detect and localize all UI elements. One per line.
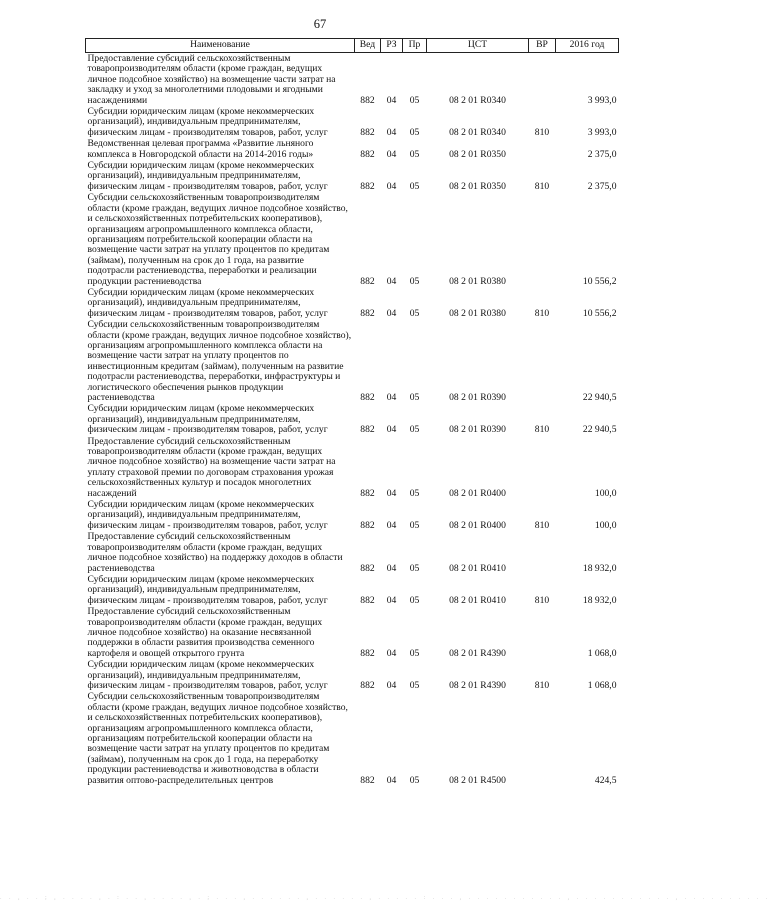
cell-name bbox=[86, 106, 355, 138]
cell-pr: 05 bbox=[409, 679, 420, 691]
cell-vr bbox=[529, 436, 556, 499]
cell-ved: 882 bbox=[360, 275, 375, 287]
cell-rz: 04 bbox=[386, 180, 397, 192]
cell-rz: 04 bbox=[386, 774, 397, 786]
cell-ved: 882 bbox=[360, 424, 375, 436]
cell-rz: 04 bbox=[386, 148, 397, 160]
cell-rz: 04 bbox=[386, 126, 397, 138]
cell-amount: 100,0 bbox=[594, 487, 617, 499]
table-row bbox=[86, 574, 619, 606]
cell-pr: 05 bbox=[409, 392, 420, 403]
cell-vr bbox=[529, 319, 556, 403]
cell-pr: 05 bbox=[409, 126, 420, 138]
cell-amount: 18 932,0 bbox=[582, 594, 617, 606]
cell-vr: 810 bbox=[534, 519, 550, 531]
row-description: Предоставление субсидий сельскохозяйственным товаропроизводителям области (кроме граждан, ведущих личное подсобное хозяйство) на возмещение части затрат на уплату страховой премии по договорам страхования урожая сельскохозяйственных культур и посадок многолетних насаждений bbox=[87, 435, 336, 499]
cell-amount: 2 375,0 bbox=[587, 180, 617, 192]
table-row bbox=[86, 436, 619, 499]
cell-rz: 04 bbox=[386, 647, 397, 659]
cell-vr: 810 bbox=[534, 594, 550, 606]
cell-pr: 05 bbox=[409, 487, 420, 499]
cell-rz: 04 bbox=[386, 594, 397, 606]
cell-amount: 2 375,0 bbox=[587, 148, 617, 160]
cell-name bbox=[86, 499, 355, 531]
table-row bbox=[86, 106, 619, 138]
cell-name bbox=[86, 436, 355, 499]
cell-pr: 05 bbox=[409, 275, 420, 287]
cell-cst: 08 2 01 R0400 bbox=[449, 487, 506, 499]
cell-ved: 882 bbox=[360, 774, 375, 786]
row-description: Субсидии сельскохозяйственным товаропроизводителям области (кроме граждан, ведущих личное подсобное хозяйство, и сельскохозяйственных потребительских кооперативов), организациям агропромышленного комплекса области, организациям потребительской кооперации области на возмещение части затрат на уплату процентов по кредитам (займам), полученным на срок до 1 года, на развитие подотрасли растениеводства, переработки и реализации продукции растениеводства bbox=[87, 192, 348, 287]
cell-vr bbox=[529, 531, 556, 574]
header-pr: Пр bbox=[403, 39, 427, 53]
cell-ved: 882 bbox=[360, 594, 375, 606]
row-description: Ведомственная целевая программа «Развитие льняного комплекса в Новгородской области на 2014-2016 годы» bbox=[87, 138, 314, 160]
cell-ved: 882 bbox=[360, 562, 375, 574]
cell-cst: 08 2 01 R0390 bbox=[449, 424, 506, 436]
cell-name bbox=[86, 319, 355, 403]
cell-ved: 882 bbox=[360, 126, 375, 138]
cell-cst: 08 2 01 R0340 bbox=[449, 94, 506, 106]
header-cst: ЦСТ bbox=[427, 39, 529, 53]
budget-table bbox=[85, 38, 619, 786]
cell-cst: 08 2 01 R4500 bbox=[449, 774, 506, 786]
cell-amount: 424,5 bbox=[594, 774, 617, 786]
cell-pr: 05 bbox=[409, 307, 420, 319]
cell-ved: 882 bbox=[360, 487, 375, 499]
header-name: Наименование bbox=[86, 39, 355, 53]
cell-amount: 22 940,5 bbox=[582, 424, 617, 436]
table-header bbox=[86, 39, 619, 53]
cell-cst: 08 2 01 R0400 bbox=[449, 519, 506, 531]
scan-noise: . . , . . ; , . . . . , . : . . , . . . . , . ; . . . , . . . . . . , . . . . . . , . . . . . : . . . , . . . . . . . . . . . , . . . . . . . . . . . , . . . . . . . . . . bbox=[0, 895, 770, 901]
cell-pr: 05 bbox=[409, 647, 420, 659]
cell-name bbox=[86, 403, 355, 435]
cell-ved: 882 bbox=[360, 679, 375, 691]
cell-name bbox=[86, 606, 355, 659]
header-year: 2016 год bbox=[556, 39, 619, 53]
table-row bbox=[86, 138, 619, 160]
cell-name bbox=[86, 574, 355, 606]
cell-name bbox=[86, 531, 355, 574]
cell-amount: 22 940,5 bbox=[582, 392, 617, 403]
row-description: Субсидии юридическим лицам (кроме некоммерческих организаций), индивидуальным предпринимателям, физическим лицам - производителям товаров, работ, услуг bbox=[87, 659, 328, 691]
cell-name bbox=[86, 160, 355, 192]
table-row bbox=[86, 287, 619, 319]
cell-name bbox=[86, 138, 355, 160]
cell-ved: 882 bbox=[360, 392, 375, 403]
cell-name bbox=[86, 53, 355, 107]
row-description: Предоставление субсидий сельскохозяйственным товаропроизводителям области (кроме граждан, ведущих личное подсобное хозяйство) на оказание несвязанной поддержки в области развития производства семенного картофеля и овощей открытого грунта bbox=[87, 606, 323, 659]
cell-cst: 08 2 01 R0340 bbox=[449, 126, 506, 138]
row-description: Субсидии юридическим лицам (кроме некоммерческих организаций), индивидуальным предпринимателям, физическим лицам - производителям товаров, работ, услуг bbox=[87, 403, 328, 436]
table-row bbox=[86, 659, 619, 691]
cell-rz: 04 bbox=[386, 94, 397, 106]
table-row bbox=[86, 53, 619, 107]
cell-pr: 05 bbox=[409, 562, 420, 574]
cell-cst: 08 2 01 R0350 bbox=[449, 180, 506, 192]
cell-rz: 04 bbox=[386, 562, 397, 574]
cell-ved: 882 bbox=[360, 180, 375, 192]
cell-name bbox=[86, 192, 355, 287]
cell-ved: 882 bbox=[360, 647, 375, 659]
cell-cst: 08 2 01 R0380 bbox=[449, 307, 506, 319]
cell-amount: 3 993,0 bbox=[587, 94, 617, 106]
cell-ved: 882 bbox=[360, 94, 375, 106]
cell-amount: 10 556,2 bbox=[582, 275, 617, 287]
cell-cst: 08 2 01 R0390 bbox=[449, 392, 506, 403]
cell-amount: 3 993,0 bbox=[587, 126, 617, 138]
table-row bbox=[86, 403, 619, 435]
cell-vr bbox=[529, 691, 556, 786]
cell-cst: 08 2 01 R4390 bbox=[449, 647, 506, 659]
cell-cst: 08 2 01 R4390 bbox=[449, 679, 506, 691]
cell-vr bbox=[529, 606, 556, 659]
cell-vr: 810 bbox=[534, 679, 550, 691]
cell-pr: 05 bbox=[409, 519, 420, 531]
table-row bbox=[86, 499, 619, 531]
cell-amount: 18 932,0 bbox=[582, 562, 617, 574]
cell-cst: 08 2 01 R0410 bbox=[449, 562, 506, 574]
cell-pr: 05 bbox=[409, 594, 420, 606]
table-row bbox=[86, 531, 619, 574]
row-description: Субсидии юридическим лицам (кроме некоммерческих организаций), индивидуальным предпринимателям, физическим лицам - производителям товаров, работ, услуг bbox=[87, 499, 328, 531]
cell-ved: 882 bbox=[360, 307, 375, 319]
cell-amount: 10 556,2 bbox=[582, 307, 617, 319]
cell-vr: 810 bbox=[534, 424, 550, 436]
page-number: 67 bbox=[313, 17, 327, 31]
cell-rz: 04 bbox=[386, 679, 397, 691]
table-row bbox=[86, 192, 619, 287]
table-row bbox=[86, 691, 619, 786]
cell-pr: 05 bbox=[409, 424, 420, 436]
row-description: Субсидии юридическим лицам (кроме некоммерческих организаций), индивидуальным предпринимателям, физическим лицам - производителям товаров, работ, услуг bbox=[87, 160, 328, 192]
cell-pr: 05 bbox=[409, 774, 420, 786]
cell-vr: 810 bbox=[534, 126, 550, 138]
cell-pr: 05 bbox=[409, 148, 420, 160]
cell-name bbox=[86, 691, 355, 786]
cell-amount: 100,0 bbox=[594, 519, 617, 531]
cell-vr: 810 bbox=[534, 307, 550, 319]
cell-ved: 882 bbox=[360, 148, 375, 160]
cell-cst: 08 2 01 R0380 bbox=[449, 275, 506, 287]
cell-cst: 08 2 01 R0410 bbox=[449, 594, 506, 606]
table-row bbox=[86, 160, 619, 192]
table-body bbox=[86, 53, 619, 787]
row-description: Субсидии юридическим лицам (кроме некоммерческих организаций), индивидуальным предпринимателям, физическим лицам - производителям товаров, работ, услуг bbox=[87, 286, 328, 319]
cell-amount: 1 068,0 bbox=[587, 647, 617, 659]
cell-rz: 04 bbox=[386, 519, 397, 531]
cell-rz: 04 bbox=[386, 487, 397, 499]
row-description: Субсидии сельскохозяйственным товаропроизводителям области (кроме граждан, ведущих личное подсобное хозяйство, и сельскохозяйственных потребительских кооперативов), организациям агропромышленного комплекса области, организациям потребительской кооперации области на возмещение части затрат на уплату процентов по кредитам (займам), полученным на срок до 1 года, на переработку продукции растениеводства и животноводства в области развития оптово-распределительных центров bbox=[87, 691, 348, 786]
cell-amount: 1 068,0 bbox=[587, 679, 617, 691]
header-rz: РЗ bbox=[381, 39, 403, 53]
cell-vr: 810 bbox=[534, 180, 550, 192]
cell-ved: 882 bbox=[360, 519, 375, 531]
cell-vr bbox=[529, 192, 556, 287]
cell-pr: 05 bbox=[409, 180, 420, 192]
cell-rz: 04 bbox=[386, 275, 397, 287]
cell-rz: 04 bbox=[386, 424, 397, 436]
row-description: Субсидии юридическим лицам (кроме некоммерческих организаций), индивидуальным предпринимателям, физическим лицам - производителям товаров, работ, услуг bbox=[87, 573, 328, 606]
cell-name bbox=[86, 659, 355, 691]
cell-rz: 04 bbox=[386, 307, 397, 319]
cell-rz: 04 bbox=[386, 392, 397, 403]
header-ved: Вед bbox=[355, 39, 381, 53]
row-description: Предоставление субсидий сельскохозяйственным товаропроизводителям области (кроме граждан, ведущих личное подсобное хозяйство) на возмещение части затрат на закладку и уход за многолетними плодовыми и ягодными насаждениями bbox=[87, 53, 336, 106]
table-row bbox=[86, 319, 619, 403]
cell-name bbox=[86, 287, 355, 319]
cell-vr bbox=[529, 53, 556, 107]
row-description: Предоставление субсидий сельскохозяйственным товаропроизводителям области (кроме граждан, ведущих личное подсобное хозяйство) на поддержку доходов в области растениеводства bbox=[87, 531, 343, 574]
row-description: Субсидии сельскохозяйственным товаропроизводителям области (кроме граждан, ведущих личное подсобное хозяйство), организациям агропромышленного комплекса области на возмещение части затрат на уплату процентов по инвестиционным кредитам (займам), полученным на развитие подотрасли растениеводства, переработки, инфраструктуры и логистического обеспечения рынков продукции растениеводства bbox=[87, 319, 352, 403]
cell-cst: 08 2 01 R0350 bbox=[449, 148, 506, 160]
cell-pr: 05 bbox=[409, 94, 420, 106]
cell-vr bbox=[529, 138, 556, 160]
table-row bbox=[86, 606, 619, 659]
header-vr: ВР bbox=[529, 39, 556, 53]
row-description: Субсидии юридическим лицам (кроме некоммерческих организаций), индивидуальным предпринимателям, физическим лицам - производителям товаров, работ, услуг bbox=[87, 106, 328, 138]
